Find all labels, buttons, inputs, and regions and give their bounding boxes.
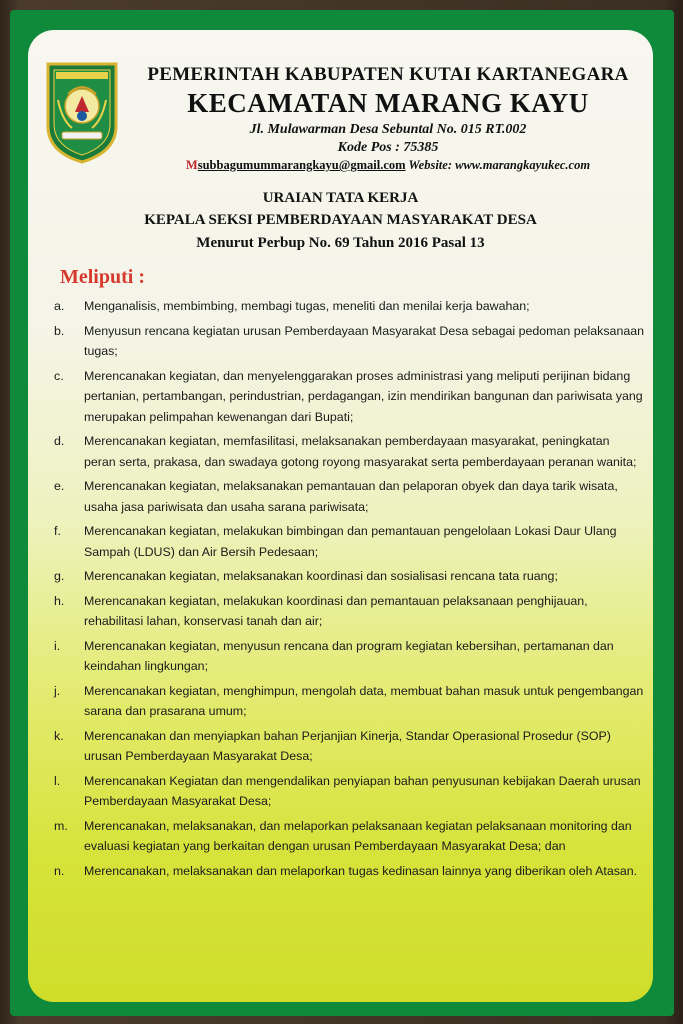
item-label: a. [54, 299, 65, 313]
item-text: Menyusun rencana kegiatan urusan Pemberdayaan Masyarakat Desa sebagai pedoman pelaksanaan tugas; [84, 323, 645, 358]
item-label: m. [54, 818, 68, 833]
list-item [54, 431, 644, 472]
list-item [54, 861, 644, 882]
duty-list [54, 296, 644, 885]
notice-board [28, 30, 653, 1002]
government-name: PEMERINTAH KABUPATEN KUTAI KARTANEGARA [147, 64, 629, 85]
item-text: Merencanakan kegiatan, menghimpun, mengolah data, membuat bahan masuk untuk pengembangan sarana dan prasarana umum; [84, 683, 644, 718]
item-text: Merencanakan Kegiatan dan mengendalikan penyiapan bahan penyusunan kebijakan Daerah urusan Pemberdayaan Masyarakat Desa; [84, 773, 641, 808]
list-item [54, 521, 644, 562]
list-item [54, 681, 644, 722]
list-item [54, 366, 644, 428]
list-item [54, 726, 644, 767]
item-label: g. [54, 569, 65, 583]
item-text: Merencanakan kegiatan, memfasilitasi, melaksanakan pemberdayaan masyarakat, peningkatan peran serta, prakasa, dan swadaya gotong royong masyarakat serta pemberdayaan peranan wanita; [84, 434, 637, 469]
section-label: Meliputi : [60, 266, 145, 288]
list-item [54, 566, 644, 587]
item-text: Merencanakan dan menyiapkan bahan Perjanjian Kinerja, Standar Operasional Prosedur (SOP) urusan Pemberdayaan Masyarakat Desa; [84, 728, 611, 763]
document-title: URAIAN TATA KERJA [262, 190, 419, 206]
list-item [54, 816, 644, 857]
item-label: f. [54, 524, 61, 538]
position-title: KEPALA SEKSI PEMBERDAYAAN MASYARAKAT DESA [144, 212, 537, 228]
postal-code: Kode Pos : 75385 [337, 140, 439, 155]
address: Jl. Mulawarman Desa Sebuntal No. 015 RT.002 [249, 122, 527, 137]
list-item [54, 591, 644, 632]
email-icon: M [185, 158, 198, 172]
item-label: j. [54, 683, 61, 698]
item-text: Merencanakan, melaksanakan dan melaporkan tugas kedinasan lainnya yang diberikan oleh Atasan. [84, 863, 638, 878]
item-label: i. [54, 638, 61, 653]
item-text: Merencanakan kegiatan, melaksanakan koordinasi dan sosialisasi rencana tata ruang; [84, 569, 558, 583]
item-label: k. [54, 728, 64, 743]
item-label: d. [54, 434, 65, 448]
district-name: KECAMATAN MARANG KAYU [187, 88, 589, 118]
list-item [54, 321, 644, 362]
list-item [54, 476, 644, 517]
item-label: l. [54, 773, 61, 788]
item-text: Merencanakan kegiatan, melaksanakan pemantauan dan pelaporan obyek dan daya tarik wisata, usaha jasa pariwisata dan usaha sarana pariwisata; [84, 479, 618, 514]
item-label: n. [54, 863, 65, 878]
item-label: e. [54, 479, 65, 493]
item-label: h. [54, 593, 65, 608]
item-label: b. [54, 323, 65, 338]
email-address: subbagumummarangkayu@gmail.com [197, 158, 406, 172]
item-text: Merencanakan kegiatan, melakukan bimbingan dan pemantauan pengelolaan Lokasi Daur Ulang Sampah (LDUS) dan Air Bersih Pedesaan; [84, 524, 617, 559]
website: Website: www.marangkayukec.com [408, 158, 591, 172]
item-text: Merencanakan kegiatan, dan menyelenggarakan proses administrasi yang meliputi perijinan bidang pertanian, pertambangan, perindustrian, perdagangan, izin mendirikan bangunan dan pariwisata yang merupakan pelimpahan kewenangan dari Bupati; [84, 368, 643, 424]
contact-line [128, 158, 648, 173]
kutai-kartanegara-emblem-icon [42, 60, 122, 164]
item-text: Merencanakan kegiatan, melakukan koordinasi dan pemantauan pelaksanaan penghijauan, rehabilitasi lahan, konservasi tanah dan air; [84, 593, 588, 628]
item-text: Merencanakan kegiatan, menyusun rencana dan program kegiatan kebersihan, pertamanan dan keindahan lingkungan; [84, 638, 614, 673]
list-item [54, 771, 644, 812]
item-text: Merencanakan, melaksanakan, dan melaporkan pelaksanaan kegiatan pelaksanaan monitoring dan evaluasi kegiatan yang berkaitan dengan urusan Pemberdayaan Masyarakat Desa; dan [84, 818, 632, 853]
list-item [54, 636, 644, 677]
item-label: c. [54, 368, 64, 383]
item-text: Menganalisis, membimbing, membagi tugas, meneliti dan menilai kerja bawahan; [84, 299, 530, 313]
regulation-reference: Menurut Perbup No. 69 Tahun 2016 Pasal 13 [196, 235, 485, 251]
list-item [54, 296, 644, 317]
